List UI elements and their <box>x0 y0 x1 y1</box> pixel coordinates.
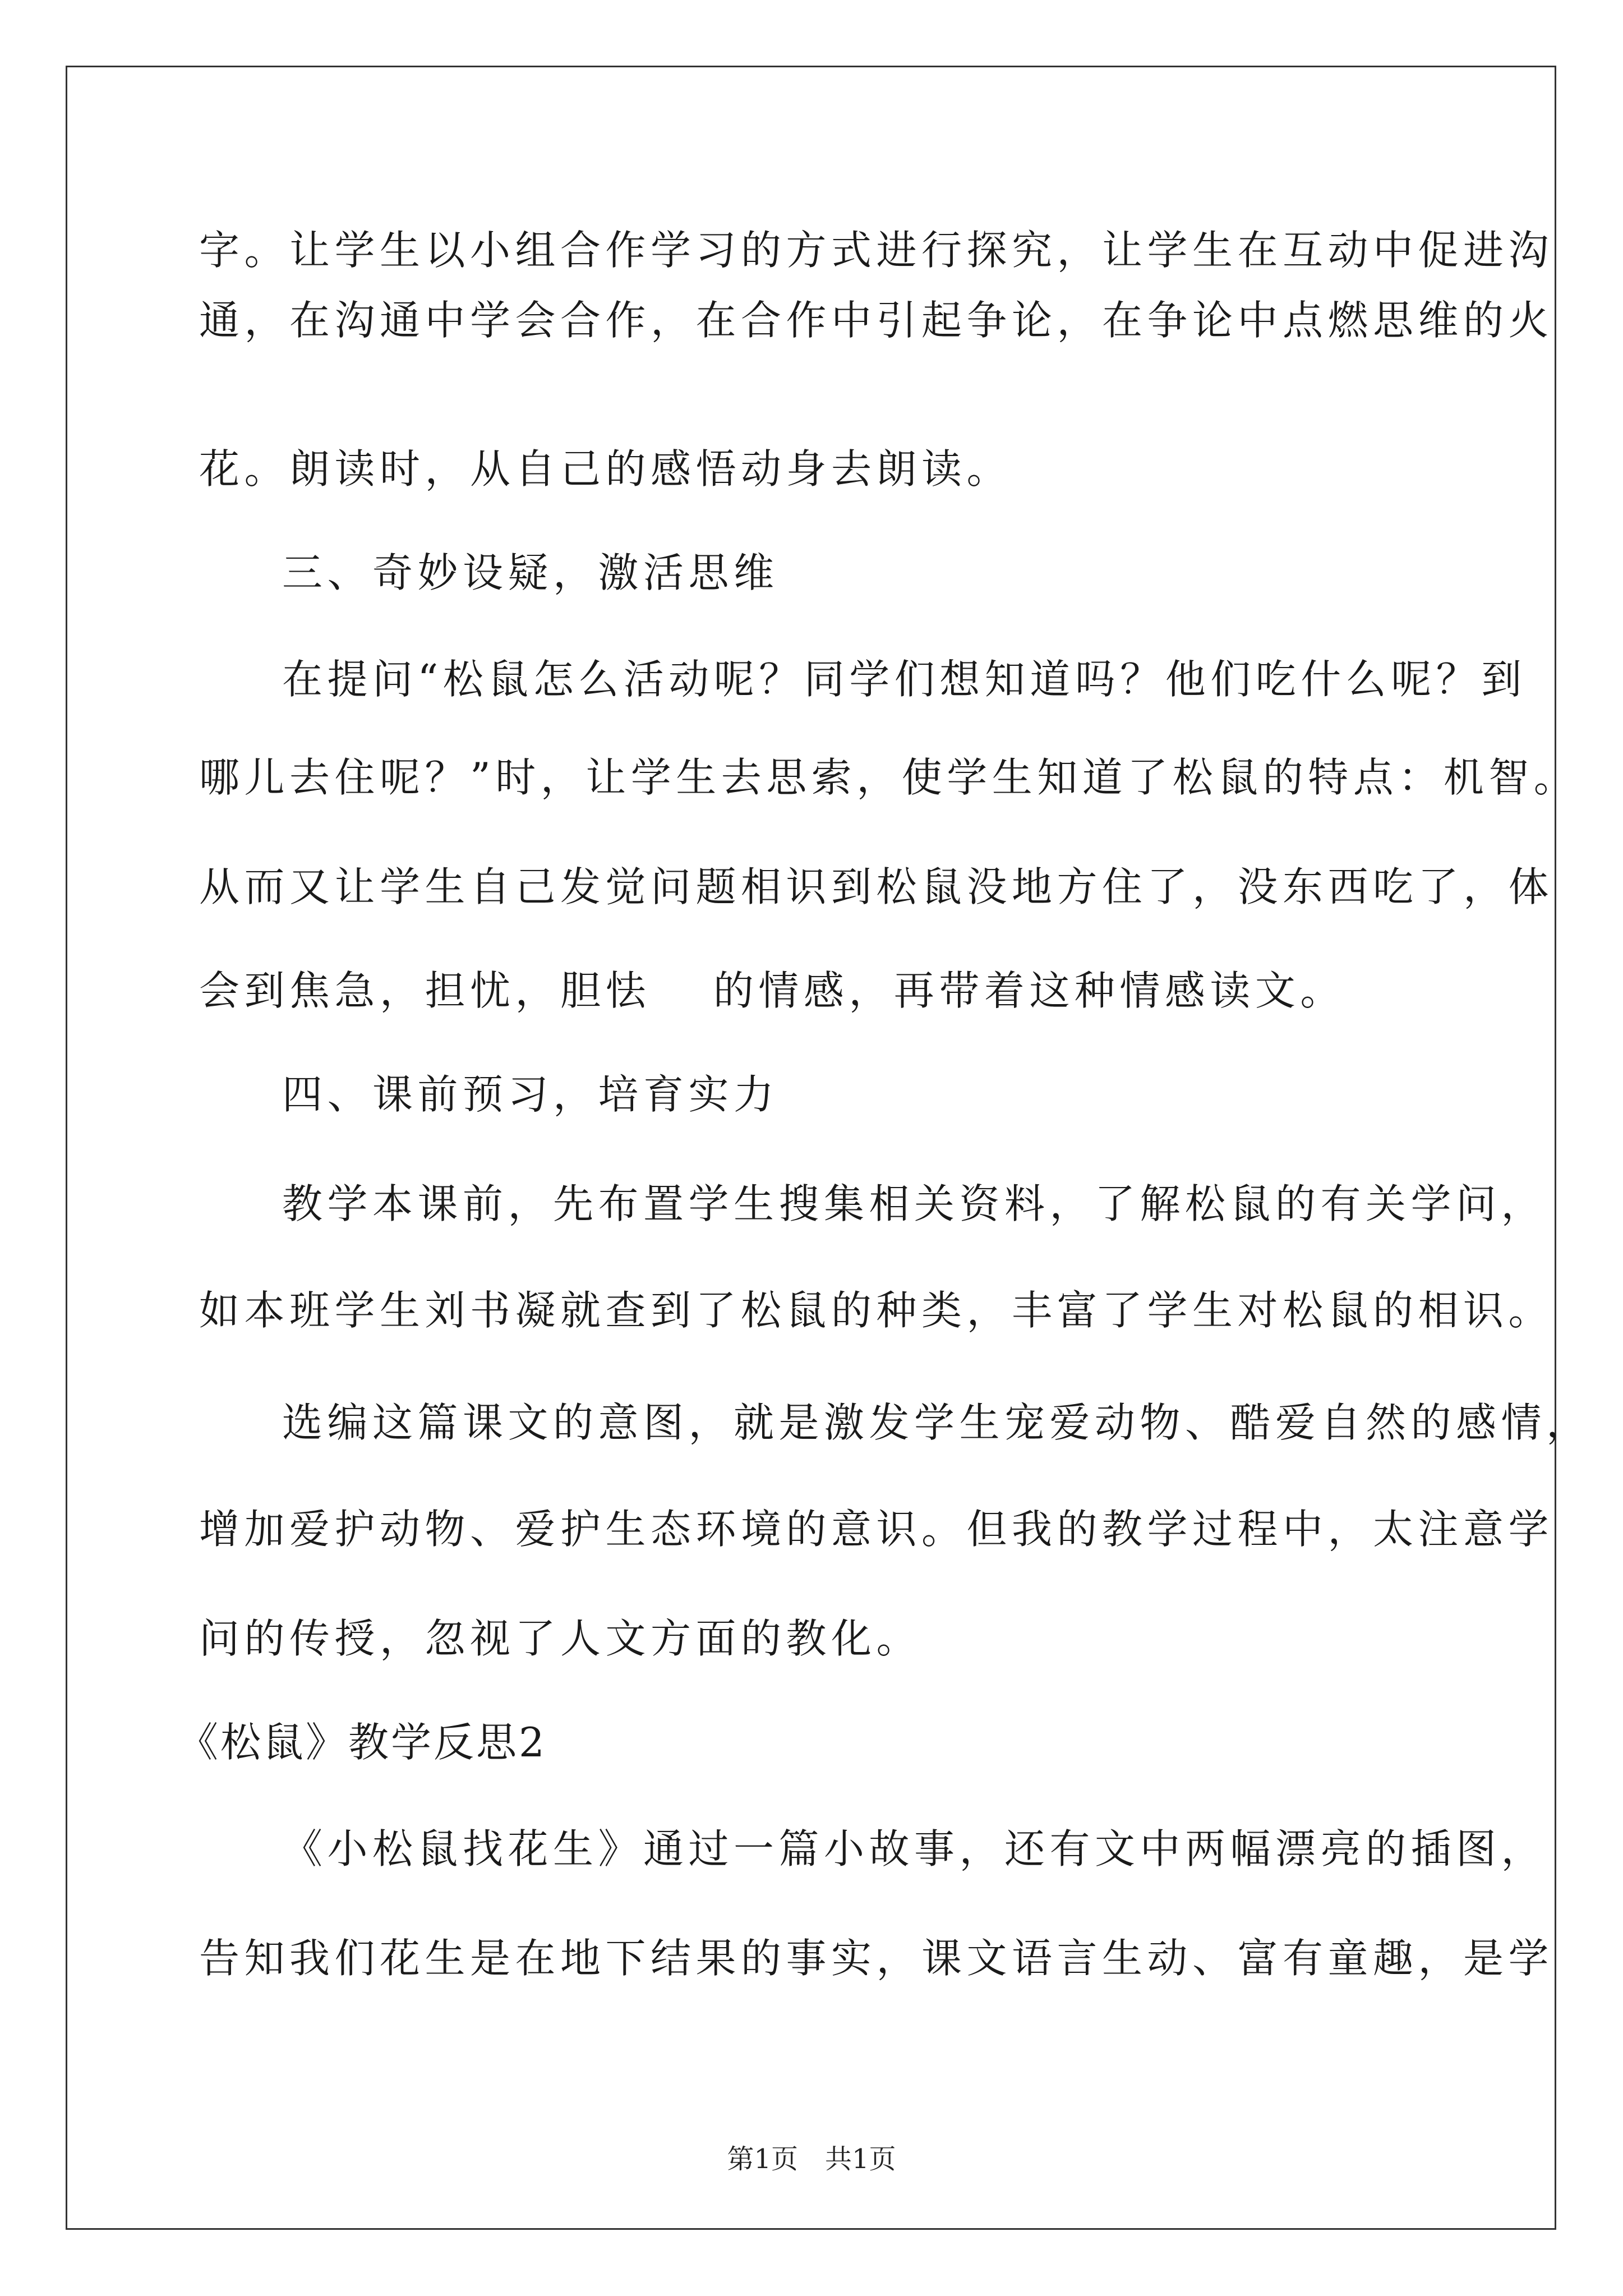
body-text-line: 选编这篇课文的意图，就是激发学生宠爱动物、酷爱自然的感情， <box>282 1399 1592 1446</box>
body-text-line: 通，在沟通中学会合作，在合作中引起争论，在争论中点燃思维的火 <box>199 297 1554 344</box>
body-text-line: 花。朗读时，从自己的感悟动身去朗读。 <box>199 445 1012 493</box>
body-text-line: 增加爱护动物、爱护生态环境的意识。但我的教学过程中，太注意学 <box>199 1506 1554 1553</box>
page-border <box>66 66 1592 2230</box>
body-text-line: 在提问“松鼠怎么活动呢？同学们想知道吗？他们吃什么呢？到 <box>282 656 1527 703</box>
article-title: 《松鼠》教学反思2 <box>178 1719 547 1766</box>
section-heading: 四、课前预习，培育实力 <box>282 1071 779 1118</box>
body-text-line: 《小松鼠找花生》通过一篇小故事，还有文中两幅漂亮的插图， <box>282 1825 1547 1872</box>
body-text-line: 告知我们花生是在地下结果的事实，课文语言生动、富有童趣，是学 <box>199 1935 1554 1982</box>
body-text-line: 哪儿去住呢？”时，让学生去思索，使学生知道了松鼠的特点：机智。 <box>199 754 1579 801</box>
section-heading: 三、奇妙设疑，激活思维 <box>282 549 779 596</box>
body-text-line: 从而又让学生自己发觉问题相识到松鼠没地方住了，没东西吃了，体 <box>199 863 1554 910</box>
body-text-line: 教学本课前，先布置学生搜集相关资料，了解松鼠的有关学问， <box>282 1180 1547 1227</box>
body-text-line: 如本班学生刘书凝就查到了松鼠的种类，丰富了学生对松鼠的相识。 <box>199 1287 1554 1334</box>
body-text-line: 会到焦急，担忧，胆怯 的情感，再带着这种情感读文。 <box>199 967 1345 1014</box>
body-text-line: 问的传授，忽视了人文方面的教化。 <box>199 1615 922 1662</box>
body-text-line: 字。让学生以小组合作学习的方式进行探究，让学生在互动中促进沟 <box>199 227 1554 274</box>
page-footer: 第1页 共1页 <box>727 2143 896 2175</box>
